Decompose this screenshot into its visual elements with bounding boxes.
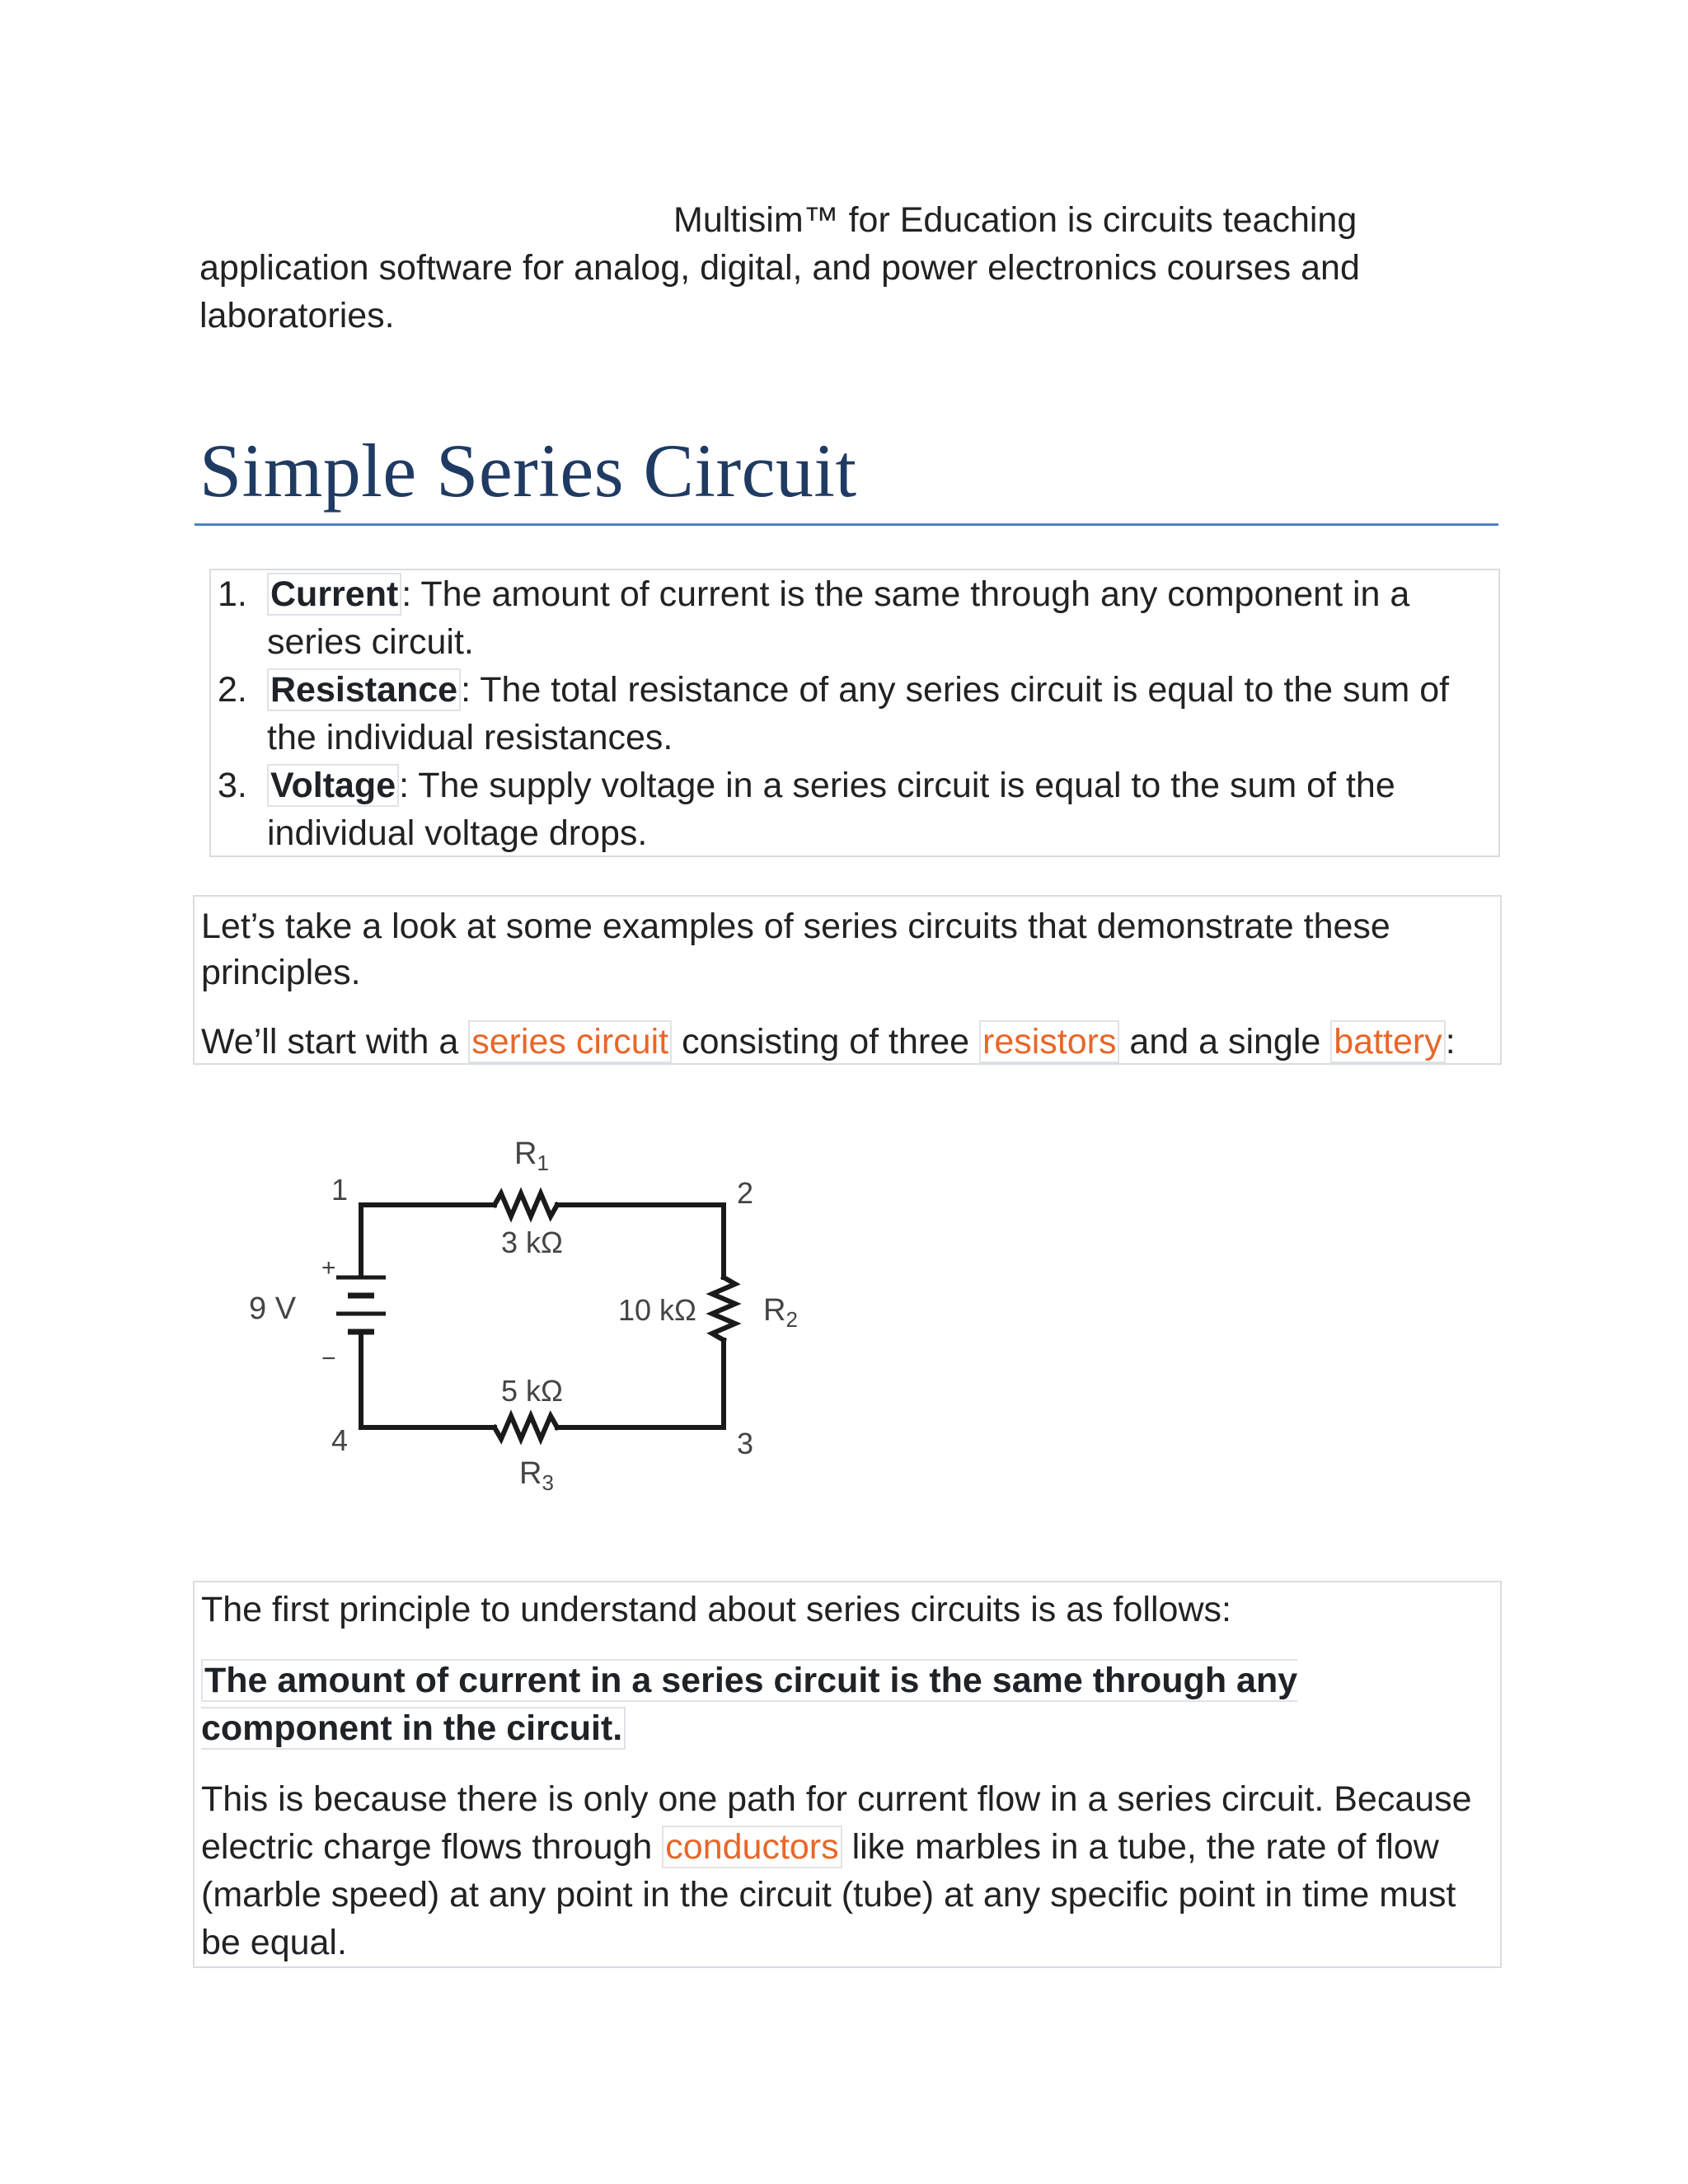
first-principle-box	[193, 1581, 1502, 1968]
r3-label: $R_3$	[519, 1456, 554, 1495]
r2-label: $R_2$	[763, 1293, 798, 1332]
start-paragraph	[201, 1019, 1493, 1065]
series-circuit-diagram	[239, 1121, 832, 1516]
title-underline	[195, 523, 1498, 526]
resistor-r3	[495, 1416, 557, 1439]
principles-list	[211, 570, 1498, 857]
principle-item-voltage	[211, 762, 1498, 857]
battery-plus: +	[321, 1254, 336, 1282]
principle-item-resistance	[211, 666, 1498, 762]
first-principle-intro: The first principle to understand about series circuits is as follows:	[201, 1590, 1231, 1629]
conductors-link[interactable]: conductors	[662, 1825, 842, 1868]
principle-term: Voltage	[267, 764, 399, 807]
statement-text: The amount of current in a series circuit is the same through any component in the circuit.	[201, 1661, 1298, 1748]
examples-paragraph: Let’s take a look at some examples of series circuits that demonstrate these principles.	[201, 907, 1390, 992]
intro-line-1: Multisim™ for Education is circuits teaching	[673, 200, 1357, 240]
resistor-r2	[712, 1277, 735, 1340]
text-fragment: like marbles in a tube, the rate of flow (marble speed) at any point in the circuit (tube) at any specific point in time must be equal.	[201, 1827, 1456, 1962]
intro-paragraph	[199, 196, 1436, 340]
series-circuit-link[interactable]: series circuit	[468, 1020, 672, 1063]
r2-value: 10 kΩ	[618, 1293, 696, 1327]
node-4: 4	[331, 1423, 349, 1457]
principle-term: Current	[267, 573, 401, 616]
text-fragment: :	[1445, 1022, 1456, 1062]
first-principle-statement	[201, 1657, 1493, 1752]
r1-label: $R_1$	[514, 1137, 549, 1175]
principle-text: : The amount of current is the same through any component in a series circuit.	[267, 574, 1410, 662]
principle-number: 2.	[218, 670, 247, 710]
principle-item-current	[211, 570, 1498, 666]
r3-value: 5 kΩ	[501, 1374, 563, 1408]
section-title: Simple Series Circuit	[199, 429, 857, 513]
first-principle-explanation	[201, 1775, 1493, 1966]
examples-box	[193, 895, 1502, 1065]
resistor-r1	[495, 1193, 557, 1216]
principle-text: : The supply voltage in a series circuit is equal to the sum of the individual voltage drops.	[267, 766, 1395, 853]
battery-minus: −	[321, 1345, 336, 1372]
r1-value: 3 kΩ	[501, 1226, 563, 1259]
resistors-link[interactable]: resistors	[979, 1020, 1119, 1063]
principle-number: 1.	[218, 574, 247, 614]
principle-number: 3.	[218, 766, 247, 805]
battery-voltage: 9 V	[249, 1291, 297, 1326]
node-1: 1	[331, 1173, 349, 1207]
principles-list-box	[209, 569, 1500, 857]
text-fragment: and a single	[1119, 1022, 1331, 1062]
battery-symbol	[336, 1274, 386, 1342]
text-fragment: We’ll start with a	[201, 1022, 469, 1062]
intro-line-2: application software for analog, digital, and power electronics courses and	[199, 248, 1360, 288]
principle-text: : The total resistance of any series circuit is equal to the sum of the individual resistances.	[267, 670, 1450, 757]
battery-link[interactable]: battery	[1330, 1020, 1445, 1063]
principle-term: Resistance	[267, 668, 461, 711]
text-fragment: This is because there is only one path for current flow in a series circuit. Because electric charge flows through	[201, 1779, 1472, 1867]
node-2: 2	[737, 1176, 754, 1210]
text-fragment: consisting of three	[672, 1022, 979, 1062]
node-3: 3	[737, 1427, 754, 1460]
intro-line-3: laboratories.	[199, 296, 395, 335]
